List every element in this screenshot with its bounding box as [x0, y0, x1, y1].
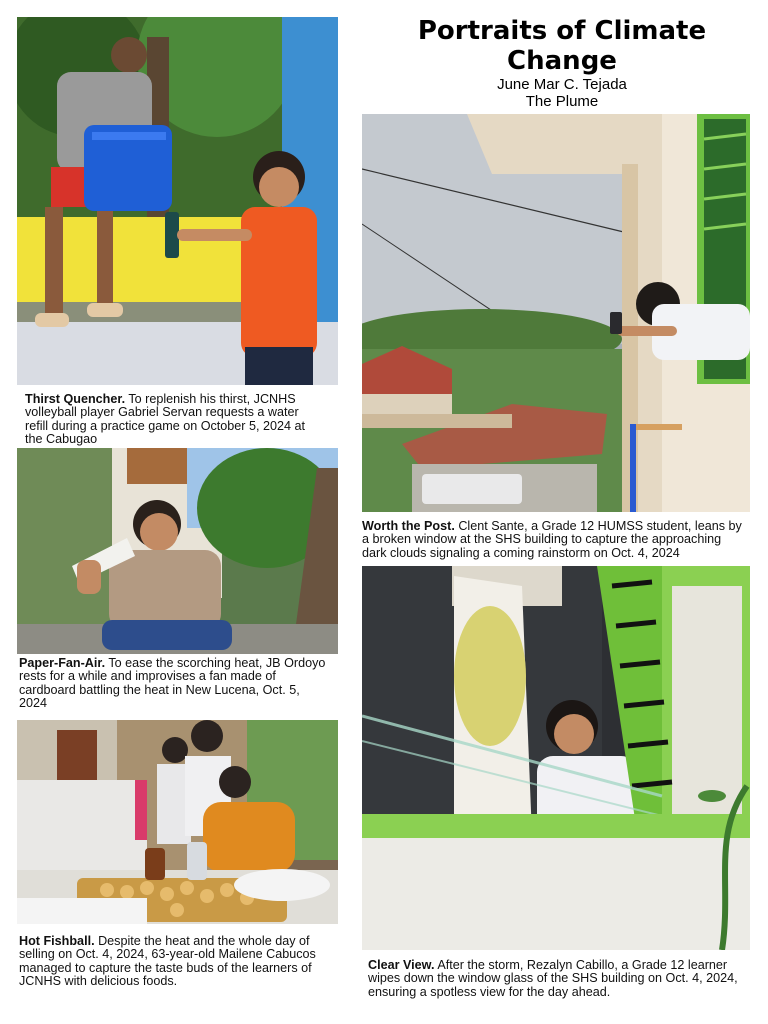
publication-name: The Plume: [525, 93, 599, 110]
photo-hot-fishball: [17, 720, 338, 924]
photo-worth-the-post: [362, 114, 750, 512]
caption-text: To replenish his thirst, JCNHS volleyball player Gabriel Servan requests a water refill during a practice game on October 5, 2024 at the Cabugao: [25, 392, 306, 447]
caption-title: Hot Fishball.: [19, 934, 95, 948]
caption-paper-fan-air: [19, 657, 329, 711]
photo-paper-fan-air: [17, 448, 338, 654]
title-block: [392, 16, 732, 110]
photo-clear-view: [362, 566, 750, 950]
photo-thirst-quencher: [17, 17, 338, 385]
caption-text: Clent Sante, a Grade 12 HUMSS student, leans by a broken window at the SHS building to capture the approaching dark clouds signaling a coming rainstorm on Oct. 4, 2024: [362, 519, 742, 560]
caption-thirst-quencher: [25, 393, 325, 447]
caption-title: Clear View.: [368, 958, 435, 972]
caption-title: Thirst Quencher.: [25, 392, 126, 406]
caption-clear-view: [368, 959, 744, 999]
caption-title: Paper-Fan-Air.: [19, 656, 106, 670]
author-name: June Mar C. Tejada: [497, 76, 627, 93]
caption-worth-the-post: [362, 520, 742, 560]
caption-text: After the storm, Rezalyn Cabillo, a Grade 12 learner wipes down the window glass of the SHS building on Oct. 4, 2024, ensuring a spotless view for the day ahead.: [368, 958, 738, 999]
caption-hot-fishball: [19, 935, 329, 989]
caption-title: Worth the Post.: [362, 519, 455, 533]
caption-text: Despite the heat and the whole day of selling on Oct. 4, 2024, 63-year-old Mailene Cabucos managed to capture the taste buds of the learners of JCNHS with delicious foods.: [19, 934, 316, 989]
page-title: Portraits of Climate Change: [417, 16, 707, 76]
caption-text: To ease the scorching heat, JB Ordoyo rests for a while and improvises a fan made of cardboard battling the heat in New Lucena, Oct. 5, 2024: [19, 656, 326, 711]
